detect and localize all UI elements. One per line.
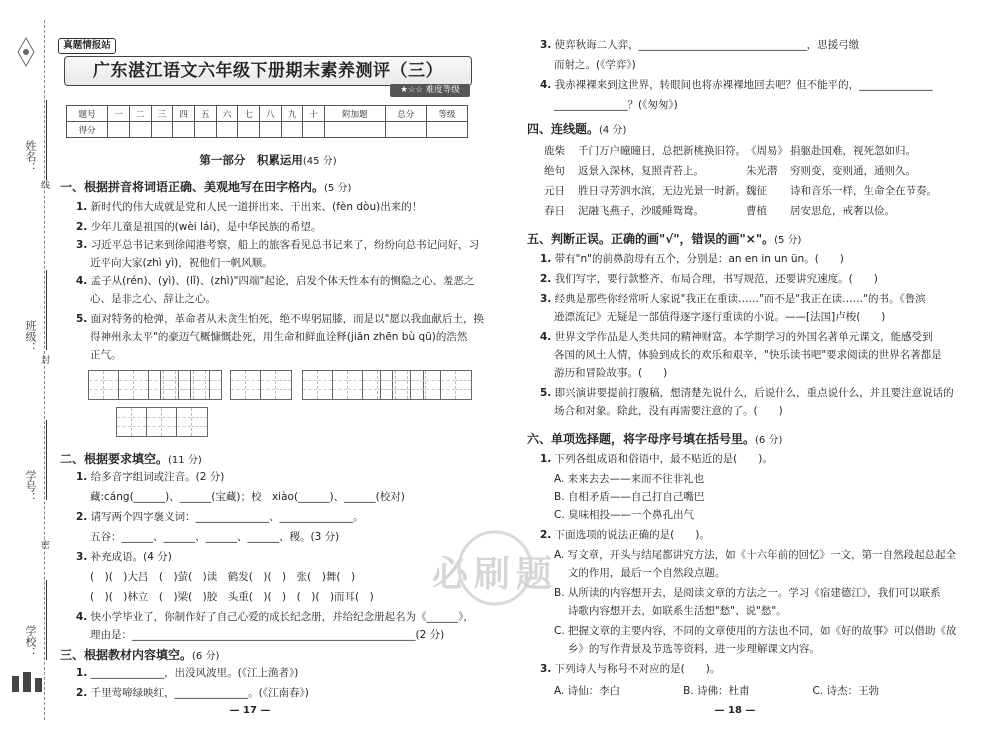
question-line	[76, 470, 224, 484]
match-left-text[interactable]: 胜日寻芳泗水滨，无边光景一时新。	[578, 185, 746, 197]
question-line	[554, 642, 820, 656]
question-number: 3.	[540, 293, 552, 305]
question-line	[554, 684, 879, 698]
question-line	[554, 472, 704, 486]
score-cell[interactable]	[194, 122, 216, 138]
question-text: 习近平总书记来到徐闻港考察，船上的旅客看见总书记来了，纷纷向总书记问好，习	[90, 239, 480, 251]
question-line	[76, 220, 321, 234]
section-2-title: 二、根据要求填空。(11 分)	[60, 452, 202, 466]
question-line	[540, 272, 878, 286]
class-label: 班级：	[24, 320, 37, 353]
question-number: 2.	[76, 221, 88, 233]
score-value-row	[67, 122, 468, 138]
question-line	[554, 98, 678, 112]
watermark-text: 必刷题	[431, 554, 558, 595]
question-number: 1.	[540, 253, 552, 265]
decor-castle-icon	[10, 668, 44, 692]
match-right-text[interactable]: 穷则变，变则通，通则久。	[790, 165, 916, 177]
match-right-text[interactable]: 居安思危，戒奢以俭。	[790, 205, 895, 217]
number-label: 学号：	[24, 470, 37, 503]
score-cell[interactable]	[426, 122, 467, 138]
difficulty-badge: ★☆☆ 难度等级	[390, 84, 470, 97]
question-text: ( )( )大吕 ( )萤( )读 鹤发( )( ) 张( )舞( )	[90, 571, 356, 583]
score-cell: 四	[173, 106, 195, 122]
school-label: 学校：	[24, 625, 37, 658]
question-line	[540, 330, 933, 344]
match-right-source[interactable]: 朱光潜	[746, 165, 778, 177]
question-text: 诗歌内容想开去，如联系生活想"愁"、说"愁"。	[554, 605, 787, 617]
question-line	[76, 200, 422, 214]
score-cell[interactable]	[325, 122, 386, 138]
match-left-title[interactable]: 元日	[544, 185, 565, 197]
question-number: 3.	[76, 239, 88, 251]
question-line	[554, 58, 636, 72]
number-blank	[46, 420, 47, 500]
match-left-title[interactable]: 绝句	[544, 165, 565, 177]
question-text: 藏:cáng(______)、______(宝藏)；校 xiào(______)、______(校对)	[90, 491, 405, 503]
score-label-cell: 题号	[67, 106, 108, 122]
question-number: 4.	[540, 331, 552, 343]
score-table	[66, 105, 468, 138]
question-number: 3.	[540, 39, 552, 51]
question-number: 3.	[76, 551, 88, 563]
writing-grid[interactable]	[160, 370, 222, 400]
score-cell[interactable]	[260, 122, 282, 138]
score-label-cell: 得分	[67, 122, 108, 138]
match-left-text[interactable]: 返景入深林，复照青苔上。	[578, 165, 704, 177]
score-cell[interactable]	[216, 122, 238, 138]
question-text: 孟子从(rén)、(yì)、(lǐ)、(zhì)"四端"起论，启发个体天性本有的恻隐之心、羞恶之	[90, 275, 475, 287]
question-line	[90, 530, 339, 544]
question-text: 给多音字组词或注音。(2 分)	[90, 471, 225, 483]
question-text: 理由是：______________________________________________________(2 分)	[90, 629, 445, 641]
question-number: 5.	[540, 387, 552, 399]
page-number-left: — 17 —	[229, 705, 271, 716]
question-text: 即兴演讲要提前打腹稿，想清楚先说什么，后说什么，重点说什么，并且要注意说话的	[554, 387, 954, 399]
score-cell: 等级	[426, 106, 467, 122]
question-line	[90, 330, 467, 344]
question-line	[90, 628, 444, 642]
question-text: 乡》的写作背景及节选等资料，进一步理解课文内容。	[554, 643, 820, 655]
cut-line	[44, 20, 45, 720]
question-text: 场合和对象。除此，没有再需要注意的了。( )	[554, 405, 783, 417]
seal-seal-text: 封	[39, 355, 49, 364]
score-cell[interactable]	[238, 122, 260, 138]
writing-grid[interactable]	[116, 407, 208, 437]
question-text: B. 从所读的内容想开去，是阅读文章的方法之一。学习《宿建德江》，我们可以联系	[554, 587, 941, 599]
question-text: 得神州永太平"的豪迈气概慷慨赴死，用生命和鲜血诠释(jiān zhēn bù qū)的浩然	[90, 331, 468, 343]
question-line	[76, 610, 474, 624]
question-text: 近平向大家(zhì yì)，祝他们一帆风顺。	[90, 257, 273, 269]
question-text: 世界文学作品是人类共同的精神财富。本学期学习的外国名著单元课文，能感受到	[554, 331, 933, 343]
question-line	[554, 404, 783, 418]
question-number: 2.	[76, 511, 88, 523]
question-line	[540, 78, 933, 92]
question-line	[90, 256, 273, 270]
score-cell: 七	[238, 106, 260, 122]
question-text: ______________？(《匆匆》)	[554, 99, 678, 111]
question-line	[540, 528, 710, 542]
question-line	[90, 348, 122, 362]
score-cell: 九	[281, 106, 303, 122]
question-line	[540, 662, 720, 676]
question-text: 千里莺啼绿映红，______________。(《江南春》)	[90, 687, 309, 699]
match-left-title[interactable]: 春日	[544, 205, 565, 217]
score-cell: 附加题	[325, 106, 386, 122]
writing-grid[interactable]	[380, 370, 472, 400]
question-line	[540, 292, 926, 306]
question-text: 面对特务的枪弹，革命者从未贪生怕死，绝不卑躬屈膝，而是以"愿以我血献后土，换	[90, 313, 484, 325]
question-line	[90, 570, 355, 584]
question-number: 1.	[76, 471, 88, 483]
score-cell: 一	[108, 106, 130, 122]
question-line	[76, 510, 364, 524]
name-label: 姓名：	[24, 140, 37, 173]
seal-close-text: 密	[39, 540, 49, 549]
question-line	[540, 252, 844, 266]
score-cell: 八	[260, 106, 282, 122]
section-3-title: 三、根据教材内容填空。(6 分)	[60, 648, 220, 662]
question-text: 心、是非之心、辞让之心。	[90, 293, 216, 305]
question-line	[90, 490, 405, 504]
question-line	[554, 624, 957, 638]
section-5-title: 五、判断正误。正确的画"√"，错误的画"×"。(5 分)	[527, 232, 802, 246]
score-cell[interactable]	[385, 122, 426, 138]
score-cell: 十	[303, 106, 325, 122]
section-6-title: 六、单项选择题，将字母序号填在括号里。(6 分)	[527, 432, 783, 446]
score-cell: 五	[194, 106, 216, 122]
question-text: 少年儿童是祖国的(wèi lái)，是中华民族的希望。	[90, 221, 322, 233]
question-number: 1.	[540, 453, 552, 465]
question-number: 2.	[540, 273, 552, 285]
match-right-text[interactable]: 捐躯赴国难，视死忽如归。	[790, 145, 916, 157]
question-text: 使弈秋诲二人弈，________________________________，思援弓缴	[554, 39, 860, 51]
question-text: 快小学毕业了，你制作好了自己心爱的成长纪念册，并给纪念册起名为《______》，	[90, 611, 474, 623]
question-line	[554, 548, 956, 562]
question-text: 带有"n"的前鼻韵母有五个，分别是：an en in un ün。( )	[554, 253, 844, 265]
corner-ornament-icon	[14, 36, 38, 68]
question-number: 1.	[76, 667, 88, 679]
question-line	[554, 348, 942, 362]
question-line	[76, 550, 172, 564]
question-line	[554, 604, 787, 618]
question-number: 5.	[76, 313, 88, 325]
question-number: 3.	[540, 663, 552, 675]
question-text: 补充成语。(4 分)	[90, 551, 172, 563]
section-1-title: 一、根据拼音将词语正确、美观地写在田字格内。(5 分)	[60, 180, 352, 194]
writing-grid[interactable]	[230, 370, 292, 400]
part-one-heading: 第一部分 积累运用(45 分)	[199, 153, 337, 167]
question-text: A. 写文章，开头与结尾都讲究方法，如《十六年前的回忆》一文，第一自然段起总起全	[554, 549, 957, 561]
question-line	[554, 490, 704, 504]
question-line	[554, 310, 885, 324]
question-line	[76, 666, 298, 680]
question-text: 逊漂流记》无疑是一部值得逐字逐行重读的小说。——[法国]卢梭( )	[554, 311, 886, 323]
question-line	[540, 38, 859, 52]
question-line	[540, 386, 954, 400]
question-text: 我赤裸裸来到这世界，转眼间也将赤裸裸地回去吧？但不能平的，______________	[554, 79, 933, 91]
question-number: 4.	[76, 275, 88, 287]
question-text: 经典是那些你经常听人家说"我正在重读……"而不是"我正在读……"的书。《鲁滨	[554, 293, 926, 305]
score-cell[interactable]	[129, 122, 151, 138]
match-right-text[interactable]: 诗和音乐一样，生命全在节奏。	[790, 185, 937, 197]
question-line	[76, 686, 309, 700]
question-line	[554, 566, 725, 580]
question-text: 下列诗人与称号不对应的是( )。	[554, 663, 721, 675]
question-line	[76, 238, 479, 252]
score-cell: 二	[129, 106, 151, 122]
question-line	[76, 312, 484, 326]
seal-line-text: 线	[39, 180, 49, 189]
score-cell: 总分	[385, 106, 426, 122]
question-number: 2.	[76, 687, 88, 699]
question-text: 我们写字，要行款整齐、布局合理，书写规范，还要讲究速度。( )	[554, 273, 878, 285]
question-text: B. 自相矛盾——自己打自己嘴巴	[554, 491, 705, 503]
question-text: A. 诗仙：李白 B. 诗佛：杜甫 C. 诗杰：王勃	[554, 685, 880, 697]
question-text: ( )( )林立 ( )梁( )胶 头重( )( ) ( )( )而耳( )	[90, 591, 374, 603]
question-text: 下面选项的说法正确的是( )。	[554, 529, 710, 541]
question-text: 各国的风土人情，体验到成长的欢乐和艰辛，"快乐读书吧"要求阅读的世界名著都是	[554, 349, 942, 361]
page-title: 广东湛江语文六年级下册期末素养测评（三）	[93, 61, 443, 81]
question-text: 新时代的伟大成就是党和人民一道拼出来、干出来、(fèn dòu)出来的！	[90, 201, 423, 213]
question-line	[90, 292, 216, 306]
question-text: C. 臭味相投——一个鼻孔出气	[554, 509, 695, 521]
question-text: 五谷：______、______、______、______、稷。(3 分)	[90, 531, 340, 543]
score-cell[interactable]	[151, 122, 173, 138]
score-cell[interactable]	[281, 122, 303, 138]
school-blank	[46, 580, 47, 660]
question-number: 4.	[76, 611, 88, 623]
question-line	[554, 586, 941, 600]
match-left-text[interactable]: 泥融飞燕子，沙暖睡鸳鸯。	[578, 205, 704, 217]
match-right-source[interactable]: 魏征	[746, 185, 767, 197]
question-line	[540, 452, 773, 466]
question-text: 下列各组成语和俗语中，最不贴近的是( )。	[554, 453, 773, 465]
match-right-source[interactable]: 《周易》	[746, 145, 788, 157]
source-tag: 真题情报站	[58, 38, 116, 54]
question-text: ______________，出没风波里。(《江上渔者》)	[90, 667, 299, 679]
question-text: 游历和冒险故事。( )	[554, 367, 668, 379]
question-line	[90, 590, 374, 604]
question-text: 正气。	[90, 349, 122, 361]
score-cell[interactable]	[303, 122, 325, 138]
right-page	[500, 0, 1000, 748]
question-line	[554, 366, 667, 380]
score-cell: 三	[151, 106, 173, 122]
score-cell[interactable]	[108, 122, 130, 138]
score-cell: 六	[216, 106, 238, 122]
match-left-title[interactable]: 鹿柴	[544, 145, 565, 157]
question-number: 1.	[76, 201, 88, 213]
name-blank	[46, 100, 47, 180]
question-text: 而射之。(《学弈》)	[554, 59, 636, 71]
question-text: 文的作用，最后一个自然段点题。	[554, 567, 726, 579]
question-number: 2.	[540, 529, 552, 541]
binding-gutter	[0, 0, 50, 748]
question-line	[76, 274, 474, 288]
score-header-row	[67, 106, 468, 122]
class-blank	[46, 270, 47, 350]
section-4-title: 四、连线题。(4 分)	[527, 122, 627, 136]
question-text: 请写两个四字褒义词：______________、______________。	[90, 511, 364, 523]
match-right-source[interactable]: 曹植	[746, 205, 767, 217]
match-left-text[interactable]: 千门万户曈曈日，总把新桃换旧符。	[578, 145, 746, 157]
question-number: 4.	[540, 79, 552, 91]
question-text: C. 把握文章的主要内容，不同的文章使用的方法也不同，如《好的故事》可以借助《故	[554, 625, 957, 637]
score-cell[interactable]	[173, 122, 195, 138]
question-line	[554, 508, 694, 522]
question-text: A. 来来去去——来而不往非礼也	[554, 473, 705, 485]
page-number-right: — 18 —	[714, 705, 756, 716]
